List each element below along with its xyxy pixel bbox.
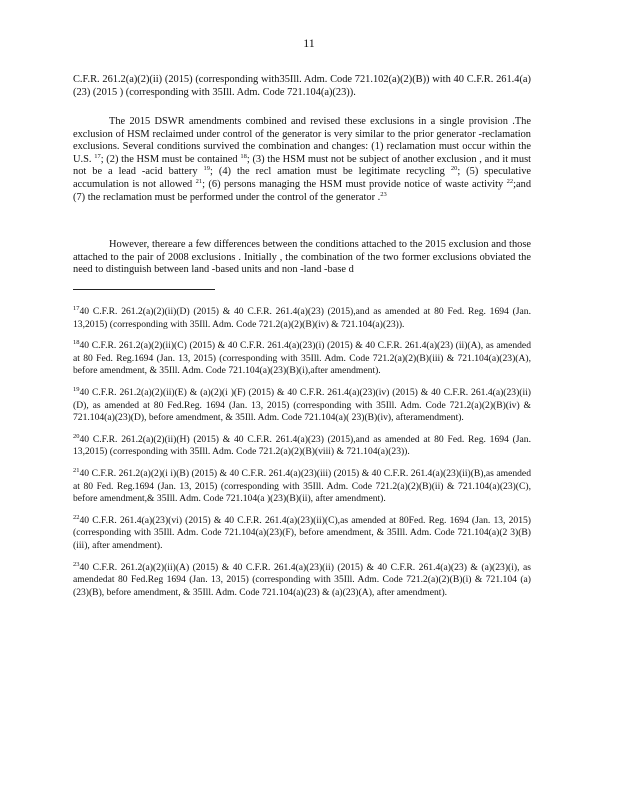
footnote-text: 40 C.F.R. 261.2(a)(2)(ii)(C) (2015) & 40 C.F.R. 261.4(a)(23)(i) (2015) & 40 C.F.R. 261.4(a)(23) (ii)(A), as amended at 80 Fed. Reg.1694 (Jan. 13, 2015) (corresponding with 35Ill. Adm. Code 721.2(a)(2)(B)(iii) & 721.104(a)(23)(A), before amendment, & 35Ill. Adm. Code 721.104(a)(23)(B)(i),after amendment).	[73, 340, 531, 377]
footnote-text: 40 C.F.R. 261.2(a)(2)(ii)(E) & (a)(2)(i )(F) (2015) & 40 C.F.R. 261.4(a)(23)(iv) (2015) & 40 C.F.R. 261.4(a)(23)(ii)(D), as amended at 80 Fed.Reg. 1694 (Jan. 13, 2015) (corresponding with 35Ill. Adm. Code 721.2(a)(2)(B)(iv) & 721.104(a)(23)(D), before amendment, & 35Ill. Adm. Code 721.104(a)( 23)(B)(iv), afteramendment).	[73, 386, 531, 424]
footnote	[73, 562, 531, 600]
footnote	[73, 434, 531, 459]
footnote-number: 23	[73, 560, 80, 568]
footnote-text: 40 C.F.R. 261.4(a)(23)(vi) (2015) & 40 C.F.R. 261.4(a)(23)(ii)(C),as amended at 80Fed. Reg. 1694 (Jan. 13, 2015) (corresponding with 35Ill. Adm. Code 721.104(a)(23)(F), before amendment, & 35Ill. Adm. Code 721.104(a)(2 3)(B)(iii), after amendment).	[73, 514, 531, 551]
footnote	[73, 468, 531, 506]
footnote-number: 20	[73, 432, 80, 440]
paragraph-text-run: ; (3) the HSM must not be subject of another exclusion , and it must not be a lead -acid battery	[73, 153, 532, 178]
footnote-reference: 19	[203, 165, 211, 173]
paragraph-text-run: However, thereare a few differences between the conditions attached to the 2015 exclusion and those attached to the pair of 2008 exclusions . Initially , the combination of the two former exclusions obviated the need to distinguish between land -based units and non -land -base d	[73, 239, 531, 276]
paragraph-text-run: ; (2) the HSM must be contained	[100, 153, 241, 165]
paragraph-text	[73, 239, 531, 277]
paragraph-text-run: ; (5) speculative accumulation is not allowed	[73, 166, 532, 190]
footnote-text: 40 C.F.R. 261.2(a)(2)(ii)(A) (2015) & 40 C.F.R. 261.4(a)(23)(ii) (2015) & 40 C.F.R. 261.4(a)(23) & (a)(23)(i), as amendedat 80 Fed.Reg 1694 (Jan. 13, 2015) (corresponding with 35Ill. Adm. Code 721.2(a)(2)(B)(i) & 721.104 (a)(23)(B), before amendment, & 35Ill. Adm. Code 721.104(a)(23) & (a)(23)(A), after amendment).	[73, 561, 531, 598]
footnote-number: 17	[73, 305, 80, 312]
footnote-reference: 21	[195, 177, 203, 185]
footnote-number: 19	[73, 385, 80, 393]
page-number: 11	[303, 36, 315, 50]
footnote-text: 40 C.F.R. 261.2(a)(2)(ii)(D) (2015) & 40 C.F.R. 261.4(a)(23) (2015),and as amended at 80 Fed. Reg. 1694 (Jan. 13,2015) (corresponding with 35Ill. Adm. Code 721.2(a)(2)(B)(iv) & 721.104(a)(23)).	[73, 306, 531, 330]
paragraph-text-run: ; (4) the recl amation must be legitimate recycling	[210, 166, 451, 178]
footnote-number: 22	[73, 513, 80, 521]
footnote-reference: 23	[380, 190, 387, 198]
paragraph-text-run: The 2015 DSWR amendments combined and revised these exclusions in a single provision .The exclusion of HSM reclaimed under control of the generator is very similar to the prior generator -reclamation exclusions. Several conditions survived the combination and changes: (1) reclamation must occur within the U.S.	[73, 116, 531, 165]
footnote-number: 21	[73, 466, 80, 474]
footnote	[73, 515, 531, 553]
footnote-separator	[73, 289, 215, 290]
paragraph-2	[73, 116, 531, 204]
footnote	[73, 387, 531, 425]
footnote	[73, 306, 531, 331]
paragraph-text	[73, 116, 531, 204]
footnote-reference: 17	[94, 152, 101, 160]
footnotes	[73, 306, 531, 608]
footnote	[73, 340, 531, 378]
footnote-number: 18	[73, 339, 80, 347]
footnote-reference: 18	[240, 152, 247, 160]
footnote-text: 40 C.F.R. 261.2(a)(2)(i i)(B) (2015) & 40 C.F.R. 261.4(a)(23)(iii) (2015) & 40 C.F.R. 261.4(a)(23)(ii)(B),as amended at 80 Fed. Reg.1694 (Jan. 13, 2015) (corresponding with 35Ill. Adm. Code 721.2(a)(2)(B)(ii) & 721.104(a)(23)(C), before amendment,& 35Ill. Adm. Code 721.104(a )(23)(B)(ii), after amendment).	[73, 467, 531, 505]
footnote-reference: 20	[450, 165, 458, 173]
footnote-text: 40 C.F.R. 261.2(a)(2)(ii)(H) (2015) & 40 C.F.R. 261.4(a)(23) (2015),and as amended at 80 Fed. Reg. 1694 (Jan. 13,2015) (corresponding with 35Ill. Adm. Code 721.2(a)(2)(B)(viii) & 721.104(a)(23)).	[73, 433, 531, 458]
paragraph-text-run: ; (6) persons managing the HSM must provide notice of waste activity	[202, 178, 507, 190]
paragraph-1	[73, 74, 531, 99]
footnote-reference: 22	[506, 177, 514, 185]
paragraph-text-run: C.F.R. 261.2(a)(2)(ii) (2015) (corresponding with35Ill. Adm. Code 721.102(a)(2)(B)) with 40 C.F.R. 261.4(a)(23) (2015 ) (corresponding with 35Ill. Adm. Code 721.104(a)(23)).	[73, 74, 531, 98]
paragraph-text	[73, 74, 531, 99]
paragraph-text-run: ;and (7) the reclamation must be performed under the control of the generator .	[73, 178, 532, 203]
paragraph-3	[73, 239, 531, 277]
